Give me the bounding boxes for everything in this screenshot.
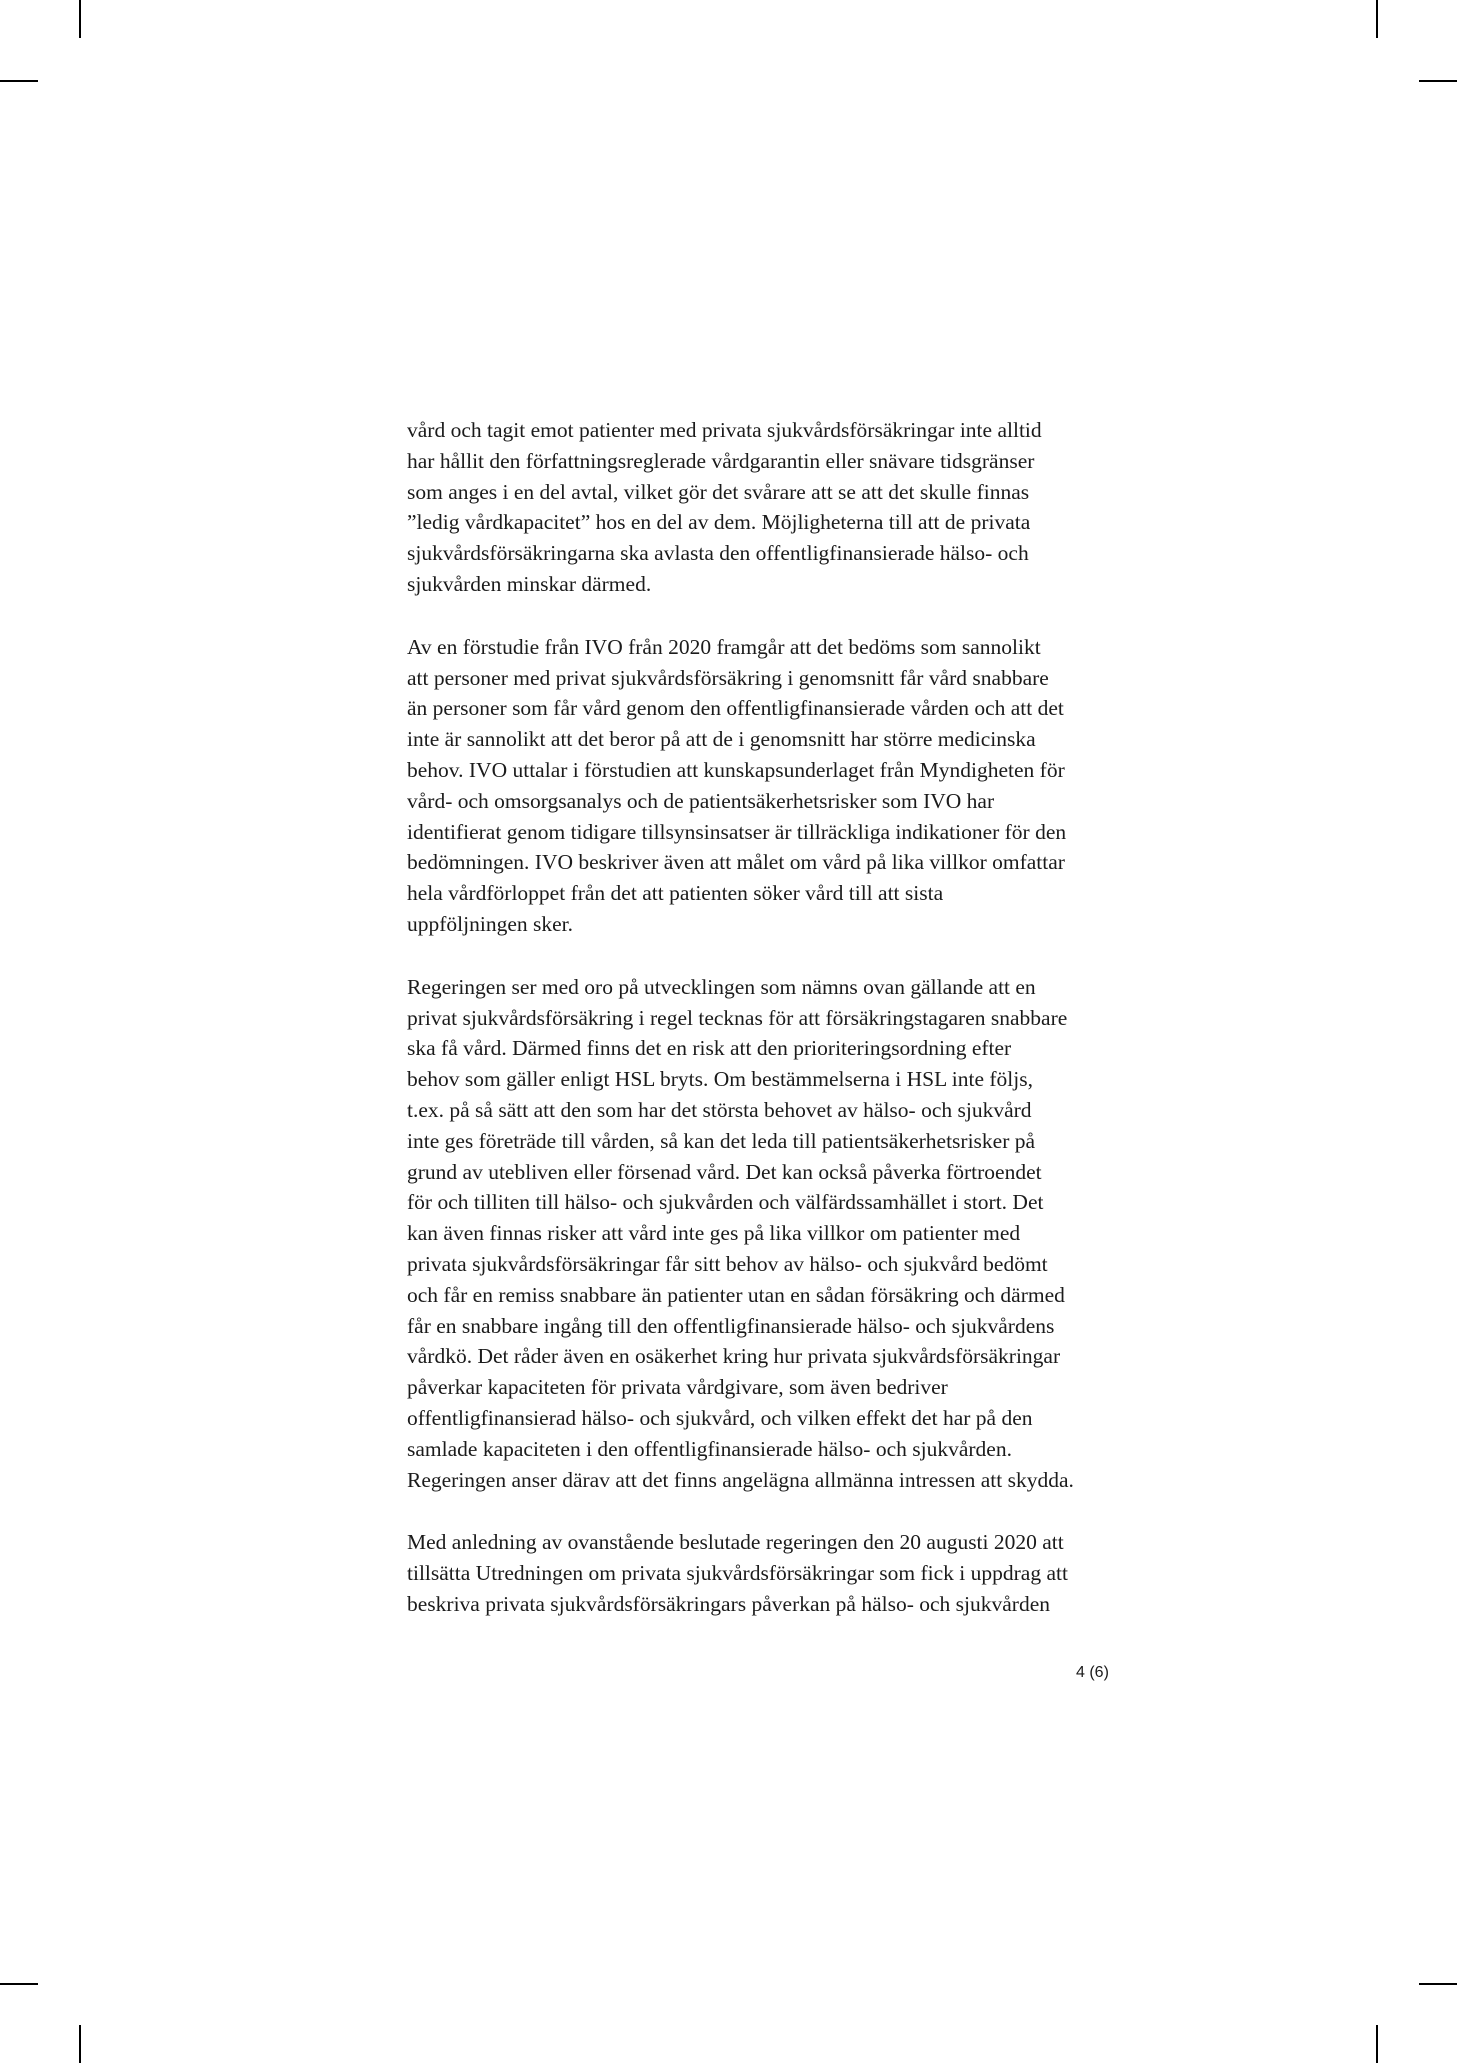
crop-mark-top-right-horizontal <box>1419 80 1457 82</box>
crop-mark-bottom-left-vertical <box>79 2025 81 2063</box>
text-line: för och tilliten till hälso- och sjukvården och välfärdssamhället i stort. Det <box>407 1190 1044 1215</box>
text-line: ”ledig vårdkapacitet” hos en del av dem. Möjligheterna till att de privata <box>407 510 1031 535</box>
text-line: ska få vård. Därmed finns det en risk att den prioriteringsordning efter <box>407 1036 1012 1061</box>
text-line: grund av utebliven eller försenad vård. Det kan också påverka förtroendet <box>407 1159 1042 1184</box>
text-line: Med anledning av ovanstående beslutade regeringen den 20 augusti 2020 att <box>407 1530 1064 1555</box>
paragraph-2 <box>407 632 1117 940</box>
text-line: som anges i en del avtal, vilket gör det svårare att se att det skulle finnas <box>407 479 1030 504</box>
crop-mark-top-right-vertical <box>1376 0 1378 38</box>
text-line: t.ex. på så sätt att den som har det största behovet av hälso- och sjukvård <box>407 1097 1032 1122</box>
text-line: inte är sannolikt att det beror på att de i genomsnitt har större medicinska <box>407 727 1036 752</box>
crop-mark-top-left-horizontal <box>0 80 38 82</box>
text-line: privat sjukvårdsförsäkring i regel tecknas för att försäkringstagaren snabbare <box>407 1005 1068 1030</box>
paragraph-1 <box>407 415 1117 600</box>
text-line: än personer som får vård genom den offentligfinansierade vården och att det <box>407 696 1064 721</box>
text-line: att personer med privat sjukvårdsförsäkring i genomsnitt får vård snabbare <box>407 665 1049 690</box>
text-line: bedömningen. IVO beskriver även att målet om vård på lika villkor omfattar <box>407 850 1065 875</box>
text-line: vård- och omsorgsanalys och de patientsäkerhetsrisker som IVO har <box>407 788 995 813</box>
text-line: identifierat genom tidigare tillsynsinsatser är tillräckliga indikationer för den <box>407 819 1067 844</box>
text-line: Regeringen ser med oro på utvecklingen som nämns ovan gällande att en <box>407 974 1036 999</box>
text-line: och får en remiss snabbare än patienter utan en sådan försäkring och därmed <box>407 1282 1065 1307</box>
text-line: tillsätta Utredningen om privata sjukvårdsförsäkringar som fick i uppdrag att <box>407 1561 1068 1586</box>
text-line: privata sjukvårdsförsäkringar får sitt behov av hälso- och sjukvård bedömt <box>407 1251 1048 1276</box>
text-line: offentligfinansierad hälso- och sjukvård, och vilken effekt det har på den <box>407 1405 1033 1430</box>
text-line: sjukvårdsförsäkringarna ska avlasta den offentligfinansierade hälso- och <box>407 541 1029 566</box>
text-line: kan även finnas risker att vård inte ges på lika villkor om patienter med <box>407 1221 1021 1246</box>
text-line: får en snabbare ingång till den offentligfinansierade hälso- och sjukvårdens <box>407 1313 1055 1338</box>
text-line: vårdkö. Det råder även en osäkerhet kring hur privata sjukvårdsförsäkringar <box>407 1344 1061 1369</box>
text-line: beskriva privata sjukvårdsförsäkringars påverkan på hälso- och sjukvården <box>407 1591 1050 1616</box>
body-text <box>407 415 1117 1652</box>
crop-mark-bottom-right-vertical <box>1376 2025 1378 2063</box>
text-line: hela vårdförloppet från det att patienten söker vård till att sista <box>407 881 944 906</box>
crop-mark-bottom-right-horizontal <box>1419 1983 1457 1985</box>
text-line: Av en förstudie från IVO från 2020 framgår att det bedöms som sannolikt <box>407 634 1041 659</box>
text-line: Regeringen anser därav att det finns angelägna allmänna intressen att skydda. <box>407 1467 1074 1492</box>
text-line: samlade kapaciteten i den offentligfinansierade hälso- och sjukvården. <box>407 1436 1012 1461</box>
paragraph-3 <box>407 972 1117 1496</box>
crop-mark-top-left-vertical <box>79 0 81 38</box>
text-line: uppföljningen sker. <box>407 911 574 936</box>
page-number: 4 (6) <box>1076 1664 1109 1681</box>
crop-mark-bottom-left-horizontal <box>0 1983 38 1985</box>
text-line: vård och tagit emot patienter med privata sjukvårdsförsäkringar inte alltid <box>407 418 1042 442</box>
text-line: sjukvården minskar därmed. <box>407 571 652 596</box>
text-line: behov som gäller enligt HSL bryts. Om bestämmelserna i HSL inte följs, <box>407 1067 1033 1092</box>
text-line: inte ges företräde till vården, så kan det leda till patientsäkerhetsrisker på <box>407 1128 1036 1153</box>
text-line: behov. IVO uttalar i förstudien att kunskapsunderlaget från Myndigheten för <box>407 757 1065 782</box>
text-line: har hållit den författningsreglerade vårdgarantin eller snävare tidsgränser <box>407 448 1035 473</box>
text-line: påverkar kapaciteten för privata vårdgivare, som även bedriver <box>407 1375 948 1400</box>
paragraph-4 <box>407 1527 1117 1619</box>
